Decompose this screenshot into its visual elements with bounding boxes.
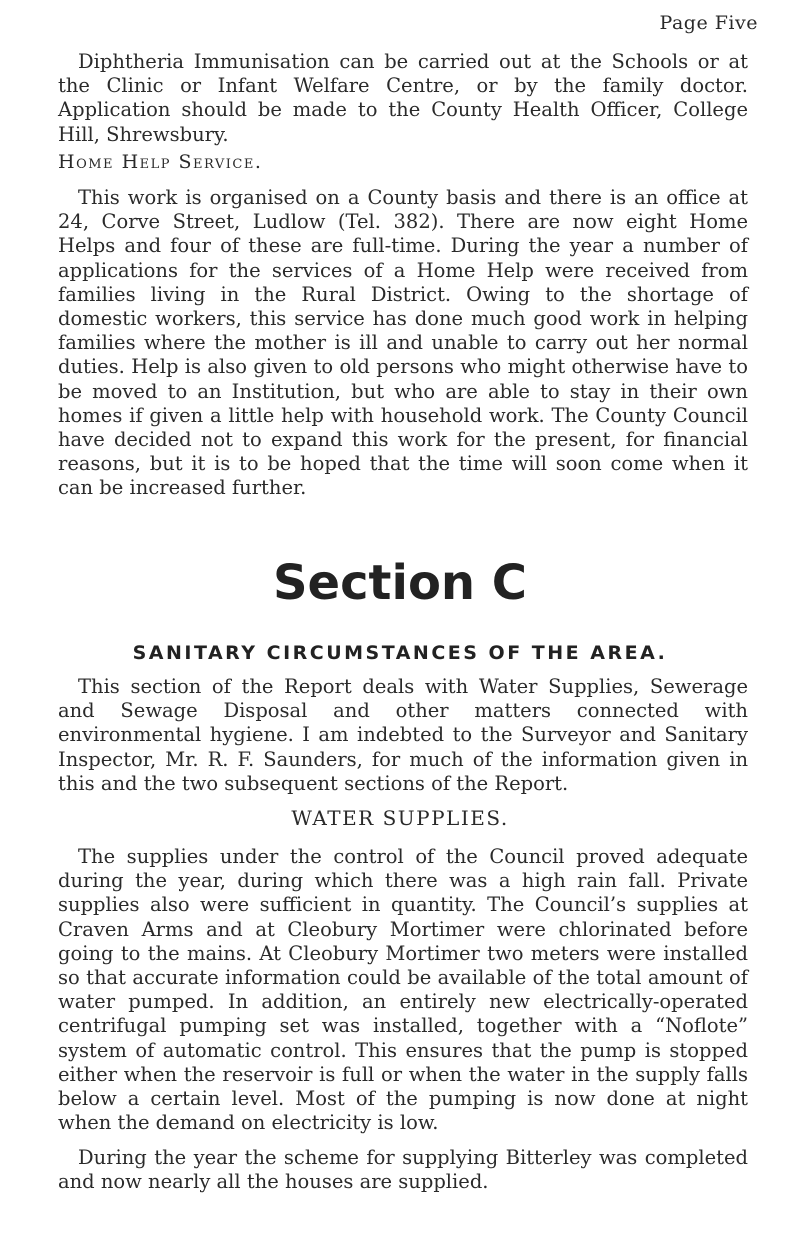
heading-water-supplies: WATER SUPPLIES. bbox=[291, 806, 509, 830]
heading-home-help: Home Help Service. bbox=[58, 151, 263, 173]
section-subtitle: SANITARY CIRCUMSTANCES OF THE AREA. bbox=[132, 642, 668, 664]
paragraph-diphtheria: Diphtheria Immunisation can be carried out at the Schools or at the Clinic or Infant Welfare Centre, or by the family doctor. Application should be made to the County Health Officer, College Hill, Shrewsbury. bbox=[58, 50, 748, 146]
paragraph-water-1: The supplies under the control of the Council proved adequate during the year, during which there was a high rain fall. Private supplies also were sufficient in quantity. The Council’s supplies at Craven Arms and at Cleobury Mortimer were chlorinated before going to the mains. At Cleobury Mortimer two meters were installed so that accurate information could be available of the total amount of water pumped. In addition, an entirely new electrically-operated centrifugal pumping set was installed, together with a “Noflote” system of automatic control. This ensures that the pump is stopped either when the reservoir is full or when the water in the supply falls below a certain level. Most of the pumping is now done at night when the demand on electricity is low. bbox=[58, 845, 748, 1135]
paragraph-home-help: This work is organised on a County basis and there is an office at 24, Corve Street, Ludlow (Tel. 382). There are now eight Home Helps and four of these are full-time. During the year a number of applications for the services of a Home Help were received from families living in the Rural District. Owing to the shortage of domestic workers, this service has done much good work in helping families where the mother is ill and unable to carry out her normal duties. Help is also given to old persons who might otherwise have to be moved to an Institution, but who are able to stay in their own homes if given a little help with household work. The County Council have decided not to expand this work for the present, for financial reasons, but it is to be hoped that the time will soon come when it can be increased further. bbox=[58, 186, 748, 500]
paragraph-section-intro: This section of the Report deals with Water Supplies, Sewerage and Sewage Disposal and other matters connected with environmental hygiene. I am indebted to the Surveyor and Sanitary Inspector, Mr. R. F. Saunders, for much of the information given in this and the two subsequent sections of the Report. bbox=[58, 675, 748, 795]
section-title: Section C bbox=[272, 555, 528, 611]
page-number: Page Five bbox=[659, 12, 758, 34]
paragraph-water-2: During the year the scheme for supplying Bitterley was completed and now nearly all the houses are supplied. bbox=[58, 1146, 748, 1194]
